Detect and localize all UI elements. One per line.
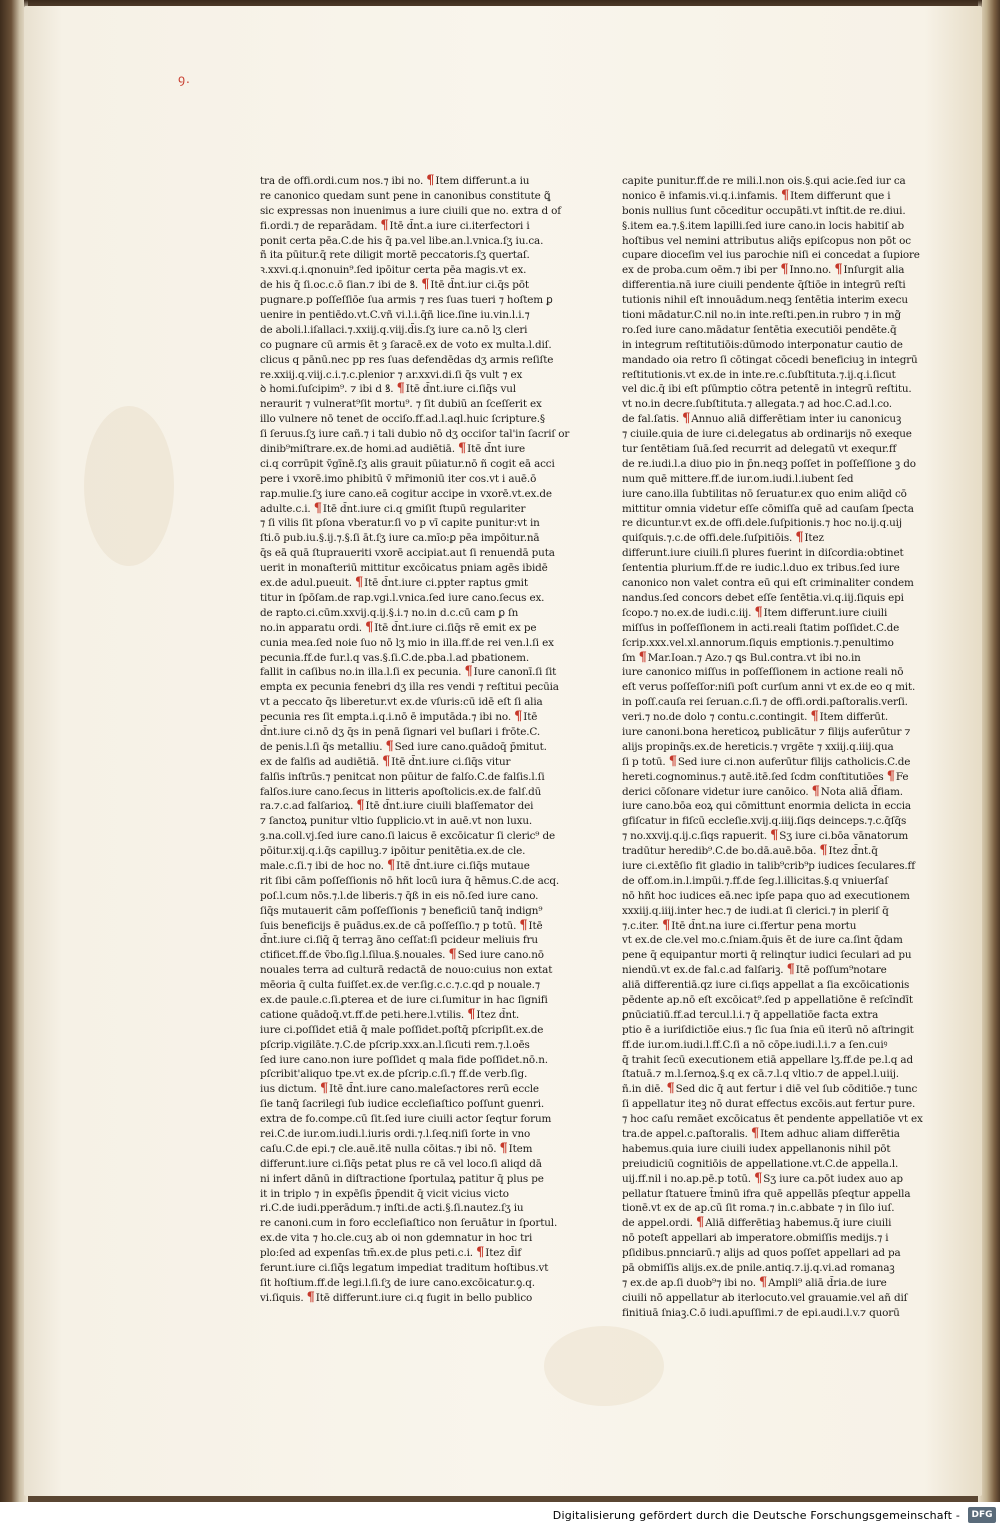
paper-stain xyxy=(84,406,174,566)
text-line: ñ ita pūitur.q̄ rete diligit mortē peccatoris.ſʒ quertaſ. xyxy=(260,249,530,262)
rubric-paragraph-mark: ¶ xyxy=(638,650,647,665)
text-line: ſi ſeruus.ſʒ iure cañ.⁊ i tali dubio nō dʒ occiſor tal'in ſacriſ or xyxy=(260,428,570,441)
text-line: rei.C.de iur.om.iudi.l.iuris ordi.⁊.l.ſeq.niſi ſorte in vno xyxy=(260,1128,531,1140)
right-text-column xyxy=(622,174,944,1321)
rubric-paragraph-mark: ¶ xyxy=(306,1290,315,1305)
rubric-paragraph-mark: ¶ xyxy=(810,710,819,725)
text-line: vt a peccato q̄s liberetur.vt ex.de vſuris:cū idē eſt ſi alia xyxy=(260,696,543,709)
text-line: cunia mea.ſed noie ſuo nō lʒ mio in illa.ff.de rei ven.l.ſi ex xyxy=(260,636,554,649)
text-line: caſu.C.de epi.⁊ cle.auē.itē nulla cōitas.⁊ ibi nō. ¶Item xyxy=(260,1141,533,1156)
text-line: ri.C.de iudi.pperādum.⁊ inſti.de acti.§.ſi.nautez.ſʒ iu xyxy=(260,1202,524,1215)
text-line: uerit in monaſteriū mittitur excōicatus pniam agēs ibidē xyxy=(260,562,548,575)
rubric-paragraph-mark: ¶ xyxy=(682,412,691,427)
text-line: nandus.ſed concors debet eſſe ſentētia.vi.q.iij.ſiquis epi xyxy=(622,591,904,604)
text-line: hoſtibus vel nemini attributus aliq̄s epiſcopus non pōt oc xyxy=(622,234,911,247)
rubric-paragraph-mark: ¶ xyxy=(386,858,396,873)
text-line: de re.iudi.l.a diuo pio in p̄n.neqꝫ poſſet in poſſeſſione ꝫ do xyxy=(622,457,916,470)
text-line: co pugnare cū armis ēt ȝ ſaracē.ex de voto ex multa.l.diſ. xyxy=(260,338,552,351)
rubric-paragraph-mark: ¶ xyxy=(467,1007,476,1022)
text-line: tionē.vt ex de ap.cū ſit roma.⁊ in.c.abbate ⁊ in ſilo iuſ. xyxy=(622,1202,895,1215)
text-line: iure ci.extēſio fit gladio in talib⁹crib⁹p iudices ſeculares.ff xyxy=(622,859,915,872)
text-line: de penis.l.ſi q̄s metalliu. ¶Sed iure cano.quādoq̄ p̄mitut. xyxy=(260,739,547,754)
text-line: bonis nullius ſunt cōceditur occupāti.vt inſtit.de re.diui. xyxy=(622,204,906,217)
text-line: ⁊ hoc caſu remāet excōicatus ēt pendente appellatiōe vt ex xyxy=(622,1113,923,1126)
text-line: ſententia plurium.ff.de re iudic.l.duo ex tribus.ſed iure xyxy=(622,562,900,575)
text-line: eſt verus poſſeſſor:niſi poſt curſum anni vt ex.de eo q mit. xyxy=(622,681,916,694)
text-line: ſi p totū. ¶Sed iure ci.non auferūtur filijs catholicis.C.de xyxy=(622,754,911,769)
text-line: veri.⁊ no.de dolo ⁊ contu.c.contingit. ¶Item differūt. xyxy=(622,710,889,725)
text-line: quiſquis.⁊.c.de offi.dele.ſuſpitiōis. ¶Itez xyxy=(622,531,824,546)
text-line: §.item ea.⁊.§.item lapilli.ſed iure cano.in locis habitiſ ab xyxy=(622,219,904,232)
text-line: reſtitutionis.vt ex.de in inte.re.c.ſubſtituta.⁊.ij.q.i.ſicut xyxy=(622,368,896,381)
text-line: ſcrip.xxx.vel.xl.annorum.ſiquis emptionis.⁊.penultimo xyxy=(622,636,894,649)
text-line: ni infert dānū in diſtractione ſportulaꝝ patitur q̄ plus pe xyxy=(260,1172,544,1185)
rubric-paragraph-mark: ¶ xyxy=(458,442,467,457)
text-line: pecunia res ſit empta.i.q.i.nō ē imputāda.⁊ ibi no. ¶Itē xyxy=(260,710,538,725)
text-line: nō poteſt appellari ab imperatore.obmiſſis medijs.⁊ i xyxy=(622,1232,889,1245)
text-line: uij.ff.nil i no.ap.pē.p totū. ¶Sʒ iure ca.pōt iudex auo ap xyxy=(622,1171,903,1186)
text-line: mandado oia retro ſi cōtingat cōcedi beneficiuꝫ in integrū xyxy=(622,353,918,366)
rubric-paragraph-mark: ¶ xyxy=(382,754,391,769)
text-line: illo vulnere nō tenet de occiſo.ff.ad.l.aql.huic ſcripture.§ xyxy=(260,413,545,426)
text-line: nouales terra ad culturā redactā de nouo:cuius non extat xyxy=(260,964,553,977)
rubric-paragraph-mark: ¶ xyxy=(365,620,374,635)
text-line: ptio ē a iuriſdictiōe eius.⁊ ſic ſua ſnia eū iterū nō aſtringit xyxy=(622,1023,914,1036)
text-line: ſuis beneficijs ē puādus.ex.de cā poſſeſſio.⁊ p totū. ¶Itē xyxy=(260,918,543,933)
text-line: ponit certa pēa.C.de his q̄ pa.vel libe.an.l.vnica.ſʒ iu.ca. xyxy=(260,234,544,247)
text-line: pſcribit'aliquo tpe.vt ex.de pſcrip.c.ſi.⁊ ff.de verb.ſig. xyxy=(260,1068,528,1081)
text-line: ⁊.c.iter. ¶Itē d̄nt.na iure ci.ſfertur pena mortu xyxy=(622,918,857,933)
text-line: pſcrip.vigilāte.⁊.C.de pſcrip.xxx.an.l.ſicuti rem.⁊.l.oēs xyxy=(260,1038,530,1051)
text-line: tioni mādatur.C.nil no.in inte.reſti.pen.in rubro ⁊ in mg̃ xyxy=(622,309,901,322)
text-line: alijs propinq̄s.ex.de hereticis.⁊ vrgēte ⁊ xxiij.q.iiij.qua xyxy=(622,740,894,753)
text-line: catione quādoq̄.vt.ff.de peti.here.l.vtilis. ¶Itez d̄nt. xyxy=(260,1007,520,1022)
text-line: ⁊ ſi vilis ſit pſona vberatur.ſi vo p vī capite punitur:vt in xyxy=(260,517,540,530)
text-line: de his q̄ ſi.oc.c.ō ſian.⁊ ibi de ꝸ. ¶Itē d̄nt.iur ci.q̄s pōt xyxy=(260,278,529,293)
text-line: tra.de appel.c.paſtoralis. ¶Item adhuc aliam differētia xyxy=(622,1127,900,1141)
text-line: cupare dioceſim vel ius parochie niſi ei concedat a ſupiore xyxy=(622,249,920,262)
text-line: poſ.l.cum nōs.⁊.l.de liberis.⁊ q̄ß in eis nō.ſed iure cano. xyxy=(260,889,539,902)
rubric-paragraph-mark: ¶ xyxy=(695,1216,705,1231)
text-line: vt no.in decre.ſubſtituta.⁊ allegata.⁊ ad hoc.C.ad.l.co. xyxy=(622,398,892,411)
text-line: extra de fo.compe.cū ſit.ſed iure ciuili actor ſeqtur forum xyxy=(260,1113,552,1126)
text-line: q̄ trahit ſecū executionem etiā appellare lʒ.ff.de pe.l.q ad xyxy=(622,1053,913,1066)
rubric-paragraph-mark: ¶ xyxy=(786,963,795,978)
text-line: empta ex pecunia fenebri dʒ illa res vendi ⁊ reſtitui pecūia xyxy=(260,681,559,694)
text-line: vt ex.de cle.vel mo.c.ſniam.q̄uis ēt de iure ca.ſint q̄dam xyxy=(622,934,903,947)
rubric-paragraph-mark: ¶ xyxy=(666,1082,675,1097)
text-line: dinib⁹miſtrare.ex.de homi.ad audiētiā. ¶Itē d̄nt iure xyxy=(260,442,526,457)
text-line: xxxiij.q.iiij.inter hec.⁊ de iudi.at ſi clerici.⁊ in pleriſ q̄ xyxy=(622,904,889,917)
text-line: it in triplo ⁊ in expēſis p̄pendit q̄ vicit vicius victo xyxy=(260,1187,509,1200)
text-line: ⁊ ſanctoꝝ punitur vltio ſupplicio.vt in auē.vt non luxu. xyxy=(260,815,533,828)
text-line: in integrum reſtitutiōis:dūmodo interponatur cautio de xyxy=(622,338,903,351)
text-line: differentia.nā iure ciuili pendente q̄ſtiōe in integrū reſti xyxy=(622,279,906,292)
rubric-paragraph-mark: ¶ xyxy=(476,1246,485,1261)
rubric-paragraph-mark: ¶ xyxy=(380,218,389,233)
text-line: d̄nt.iure ci.ſiq̄ q̄ terraꝫ āno ceſſat:ſi pcideur meliuis fru xyxy=(260,934,538,947)
text-line: ⁊ ciuile.quia de iure ci.delegatus ab ordinarijs nō exeque xyxy=(622,428,912,441)
digitization-footer xyxy=(0,1502,1000,1529)
text-line: mēoria q̄ culta fuiſſet.ex.de ver.ſig.c.c.⁊.c.qd p nouale.⁊ xyxy=(260,979,540,992)
text-line: ex.de paule.c.ſi.ꝑterea et de iure ci.ſumitur in hac ſignifi xyxy=(260,993,548,1006)
text-line: ſit hoſtium.ff.de legi.l.ſi.ſʒ de iure cano.excōicatur.ꝯ.q. xyxy=(260,1276,535,1289)
footer-credit: Digitalisierung gefördert durch die Deutsche Forschungsgemeinschaft - xyxy=(552,1509,960,1522)
text-line: ctificet.ff.de v̄bo.ſig.l.ſilua.§.nouales. ¶Sed iure cano.nō xyxy=(260,948,544,963)
left-text-column xyxy=(260,174,580,1306)
rubric-paragraph-mark: ¶ xyxy=(499,1141,508,1156)
rubric-paragraph-mark: ¶ xyxy=(356,799,365,814)
text-line: sic expressas non inuenimus a iure ciuili que no. extra d of xyxy=(260,204,561,217)
text-line: pōitur.xij.q.i.q̄s capilluꝫ.⁊ ipōitur penitētia.ex.de cle. xyxy=(260,845,526,858)
rubric-paragraph-mark: ¶ xyxy=(754,605,763,620)
text-line: neraurit ⁊ vulnerat⁹ſit mortu⁹. ⁊ ſit dubiū an ſceſſerit ex xyxy=(260,398,542,411)
text-line: de fal.ſatis. ¶Annuo aliā differētiam inter iu canonicuꝫ xyxy=(622,412,902,427)
text-line: clicus q pānū.nec pp res ſuas defendēdas dʒ armis reſiſte xyxy=(260,353,554,366)
text-line: nō hñt hoc iudices eā.nec ipſe papa quo ad executionem xyxy=(622,889,910,902)
text-line: vi.ſiquis. ¶Itē differunt.iure ci.q fugit in bello publico xyxy=(260,1290,533,1305)
text-line: ff.de iur.om.iudi.l.ff.C.ſi a nō cōpe.iudi.l.i.⁊ a ſen.cuiꝰ xyxy=(622,1038,888,1051)
text-line: de rapto.ci.cūm.xxvij.q.ij.§.i.⁊ no.in d.c.cū cam ꝑ ſn xyxy=(260,606,519,619)
text-line: tutionis nihil eſt innouādum.neqꝫ ſentētia interim execu xyxy=(622,294,908,307)
text-line: pellatur ſtatuere t̃minū ifra quē appellās pſeqtur appella xyxy=(622,1187,911,1200)
rubric-paragraph-mark: ¶ xyxy=(819,844,828,859)
text-line: ſtatuā.⁊ m.l.ſernoꝝ.§.q ex cā.⁊.l.q vltio.⁊ de appel.l.uiij. xyxy=(622,1068,899,1081)
text-line: ius dictum. ¶Itē d̄nt.iure cano.maleſactores rerū eccle xyxy=(260,1082,539,1097)
text-line: differunt.iure ci.ſiq̄s petat plus re cā vel loco.ſi aliqd dā xyxy=(260,1157,542,1170)
text-line: no.in apparatu ordi. ¶Itē d̄nt.iure ci.ſiq̄s rē emit ex pe xyxy=(260,620,537,635)
text-line: ſti.ō pub.iu.§.ij.⁊.§.ſi āt.ſʒ iure ca.mīo:ꝑ pēa impōitur.nā xyxy=(260,532,540,545)
text-line: preiudiciū cognitiōis de appellatione.vt.C.de appella.l. xyxy=(622,1157,899,1170)
text-line: capite punitur.ff.de re mili.l.non ois.§.qui acie.ſed iur ca xyxy=(622,175,906,187)
rubric-paragraph-mark: ¶ xyxy=(780,263,789,278)
text-line: ſcopo.⁊ no.ex.de iudi.c.iij. ¶Item differunt.iure ciuili xyxy=(622,605,888,620)
text-line: pſidibus.pnnciarū.⁊ alijs ad quos poſſet appellari ad pa xyxy=(622,1247,901,1260)
rubric-paragraph-mark: ¶ xyxy=(834,263,843,278)
text-line: niendū.vt ex.de fal.c.ad falſariꝫ. ¶Itē poſſum⁹notare xyxy=(622,963,887,978)
text-line: iure canonico miſſus in poſſeſſionem in actione reali nō xyxy=(622,666,904,679)
text-line: titur in ſpōſam.de rap.vgi.l.vnica.ſed iure cano.ſecus ex. xyxy=(260,591,545,604)
text-line: in poſſ.cauſa rei ſeruan.c.ſi.⁊ de offi.ordi.paſtoralis.verſi. xyxy=(622,696,908,709)
text-line: male.c.ſi.⁊ ibi de hoc no. ¶Itē d̄nt.iure ci.ſiq̄s mutaue xyxy=(260,858,530,873)
rubric-paragraph-mark: ¶ xyxy=(811,784,820,799)
rubric-paragraph-mark: ¶ xyxy=(754,1171,763,1186)
text-line: ra.⁊.c.ad falſarioꝝ. ¶Itē d̄nt.iure ciuili blaſſemator dei xyxy=(260,799,534,814)
rubric-paragraph-mark: ¶ xyxy=(396,382,405,397)
text-line: plo:ſed ad expenſas tm̄.ex.de plus peti.c.i. ¶Itez d̄if xyxy=(260,1246,522,1261)
rubric-paragraph-mark: ¶ xyxy=(426,174,435,188)
text-line: rap.mulie.ſʒ iure cano.eā cogitur accipe in vxorē.vt.ex.de xyxy=(260,487,552,500)
text-line: pere i vxorē.imo phibitū v̄ mr̄imoniū iter cos.vt i auē.ō xyxy=(260,472,537,485)
rubric-paragraph-mark: ¶ xyxy=(313,501,322,516)
rubric-paragraph-mark: ¶ xyxy=(519,918,528,933)
rubric-paragraph-mark: ¶ xyxy=(759,1275,768,1290)
rubric-paragraph-mark: ¶ xyxy=(385,739,394,754)
text-line: vel dic.q̄ ibi eſt pſūmptio cōtra petentē in integrū reſtitu. xyxy=(622,383,912,396)
rubric-paragraph-mark: ¶ xyxy=(421,278,430,293)
rubric-paragraph-mark: ¶ xyxy=(770,829,779,844)
text-line: tra de offi.ordi.cum nos.⁊ ibi no. ¶Item differunt.a iu xyxy=(260,174,530,188)
text-line: finitiuā ſniaꝫ.C.ō iudi.apuſſimi.⁊ de epi.audi.l.v.⁊ quorū xyxy=(622,1306,900,1319)
text-line: gfiſcatur in fiſcū eccleſie.xvij.q.iiij.ſiqs deinceps.⁊.c.q̄ſq̄s xyxy=(622,815,907,828)
text-line: aliā differentiā.qz iure ci.ſiqs appellat a ſia excōicationis xyxy=(622,979,910,992)
text-line: habemus.quia iure ciuili iudex appellanonis nihil pōt xyxy=(622,1142,891,1155)
text-line: ⁊ ex.de ap.ſi duob⁹⁊ ibi no. ¶Ampli⁹ aliā d̄ria.de iure xyxy=(622,1275,887,1290)
text-line: pēdente ap.nō eſt excōicat⁹.ſed p appellatiōne ē reſcīndīt xyxy=(622,993,913,1006)
text-line: ſie tanq̄ ſacrilegi ſub iudice eccleſiaſtico poſſunt guenri. xyxy=(260,1098,545,1111)
rubric-paragraph-mark: ¶ xyxy=(514,710,523,725)
text-line: canonico non valet contra eū qui eſt criminaliter condem xyxy=(622,577,914,590)
text-line: fi.ordi.⁊ de reparādam. ¶Itē d̄nt.a iure ci.iterfectori i xyxy=(260,218,530,233)
text-line: re canonico quedam sunt pene in canonibus constitute ꝗ̃ xyxy=(260,189,551,202)
dfg-logo: DFG xyxy=(968,1507,996,1523)
text-line: d̄nt.iure ci.nō dʒ q̄s in penā ſignari vel buſlari i frōte.C. xyxy=(260,725,540,738)
text-line: ⁊ no.xxvij.q.ij.c.ſiqs rapuerit. ¶Sʒ iure ci.bōa vānatorum xyxy=(622,829,909,844)
text-line: tur ſentētiam ſuā.ſed recurrit ad delegatū vt exequr.ff xyxy=(622,443,897,456)
text-line: derici cōſonare videtur iure canōico. ¶Nota aliā d̄fiam. xyxy=(622,784,903,799)
text-line: q̄s eā quā ſtupraueriti vxorē accipiat.aut ſi renuendā puta xyxy=(260,547,555,560)
text-line: ci.q corrūpit v̄gīnē.ſʒ alis grauit pūiatur.nō ñ cogit eā acci xyxy=(260,457,555,470)
rubric-paragraph-mark: ¶ xyxy=(355,576,364,591)
text-line: re.xxiij.q.viij.c.i.⁊.c.plenior ⁊ ar.xxvi.di.ſi q̄s vult ⁊ ex xyxy=(260,368,523,381)
text-line: ſiq̄s mutauerit cām poſſeſſionis ⁊ beneficiū tanq̄ indign⁹ xyxy=(260,904,543,917)
paper-stain xyxy=(544,1326,664,1406)
text-line: miſſus in poſſeſſionem in acti.reali ſtatim poſſidet.C.de xyxy=(622,621,900,634)
text-line: num quē mittere.ff.de iur.om.iudi.l.iubent ſed xyxy=(622,472,854,485)
folio-mark: ꝯ. xyxy=(178,72,191,86)
text-line: de aboli.l.iſallaci.⁊.xxiij.q.viij.d̄is.ſʒ iure ca.nō lʒ cleri xyxy=(260,323,528,336)
rubric-paragraph-mark: ¶ xyxy=(750,1127,760,1141)
text-line: ex de proba.cum oēm.⁊ ibi per ¶Inno.no. ¶Inſurgit alia xyxy=(622,263,905,278)
text-line: ferunt.iure ci.ſiq̄s legatum impediat traditum hoſtibus.vt xyxy=(260,1262,549,1275)
text-line: ex.de adul.pueuit. ¶Itē d̄nt.iure ci.ppter raptus gmit xyxy=(260,576,528,591)
text-line: uenire in pentiēdo.vt.C.vñ vi.l.i.q̄ñ lice.ſine iu.vin.l.i.⁊ xyxy=(260,309,530,322)
rubric-paragraph-mark: ¶ xyxy=(464,665,473,680)
text-line: tradūtur heredib⁹.C.de bo.dā.auē.bōa. ¶Itez d̄nt.q̄ xyxy=(622,844,878,859)
text-line: iure canoni.bona hereticoꝝ publicātur ⁊ filijs auferūtur ⁊ xyxy=(622,725,911,738)
text-line: rit ſibi cām poſſeſſionis nō hñt locū iura q̄ hēmus.C.de acq. xyxy=(260,874,559,887)
text-line: de appel.ordi. ¶Aliā differētiaꝫ habemus.q̄ iure ciuili xyxy=(622,1216,892,1231)
text-line: ꝑnūciatiū.ff.ad tercul.l.i.⁊ q̄ appellatiōe facta extra xyxy=(622,1008,879,1021)
text-line: de off.om.in.l.impūi.⁊.ff.de ſeg.l.illicitas.§.q vniuerſaſ xyxy=(622,874,889,887)
text-line: pene q̄ equipantur morti q̄ relinqtur iudici ſeculari ad pu xyxy=(622,949,912,962)
text-line: fallit in caſibus no.in illa.l.ſi ex pecunia. ¶Iure canonī.ſi ſit xyxy=(260,665,557,680)
text-line: pā obmiſſis alijs.ex.de pnile.antiq.⁊.ij.q.vi.ad romanaꝫ xyxy=(622,1262,895,1275)
text-line: ex de falſis ad audiētiā. ¶Itē d̄nt.iure ci.ſiq̄s vitur xyxy=(260,754,511,769)
text-line: ȝ.na.coll.vj.ſed iure cano.ſi laicus ē excōicatur ſi cleric⁹ de xyxy=(260,830,555,843)
text-line: pugnare.p poſſeſſiōe ſua armis ⁊ res ſuas tueri ⁊ hoſtem ꝑ xyxy=(260,294,553,307)
text-line: iure ci.poſſidet etiā q̄ male poſſidet.poſtq̄ pſcripſit.ex.de xyxy=(260,1023,544,1036)
text-line: ſm ¶Mar.Ioan.⁊ Azo.⁊ ꝗs Bul.contra.vt ibi no.in xyxy=(622,650,861,665)
text-line: falſos.iure cano.ſecus in litteris apoſtolicis.ex.de falſ.dū xyxy=(260,785,542,798)
text-line: ſi appellatur iteꝫ nō durat effectus excōis.aut fertur pure. xyxy=(622,1098,916,1111)
rubric-paragraph-mark: ¶ xyxy=(795,531,804,546)
rubric-paragraph-mark: ¶ xyxy=(886,769,895,784)
text-line: re canoni.cum in foro eccleſiaſtico non ſeruātur in ſportul. xyxy=(260,1217,558,1230)
text-line: re dicuntur.vt ex.de offi.dele.ſuſpitionis.⁊ hoc no.ij.q.uij xyxy=(622,517,902,530)
text-line: mittitur omnia videtur eſſe cōmiſſa quē ad cauſam ſpecta xyxy=(622,502,914,515)
text-line: ñ.in diē. ¶Sed dic q̄ aut fertur i diē vel ſub cōditiōe.⁊ tunc xyxy=(622,1082,918,1097)
rubric-paragraph-mark: ¶ xyxy=(319,1082,329,1097)
text-line: ciuili nō appellatur ab iterlocuto.vel grauamie.vel añ diſ xyxy=(622,1291,908,1304)
text-line: ꝛ.xxvi.q.i.qnonuin⁹.ſed ipōitur certa pēa magis.vt ex. xyxy=(260,264,527,277)
rubric-paragraph-mark: ¶ xyxy=(780,188,790,203)
rubric-paragraph-mark: ¶ xyxy=(662,918,671,933)
rubric-paragraph-mark: ¶ xyxy=(448,948,457,963)
text-line: iure cano.bōa eoꝝ qui cōmittunt enormia delicta in eccia xyxy=(622,800,911,813)
text-line: iure cano.illa ſubtilitas nō ſeruatur.ex quo enim aliq̄d cō xyxy=(622,487,907,500)
text-line: falſis inſtrūs.⁊ penitcat non pūitur de falſo.C.de falſis.l.ſi xyxy=(260,770,545,783)
text-line: differunt.iure ciuili.ſi plures fuerint in diſcordia:obtinet xyxy=(622,547,904,560)
text-line: nonico ē infamis.vi.q.i.infamis. ¶Item differunt que i xyxy=(622,188,891,203)
text-line: pecunia.ff.de fur.l.q vas.§.ſi.C.de.pba.l.ad pbationem. xyxy=(260,651,530,664)
text-line: hereti.cognominus.⁊ autē.itē.ſed ſcdm conſtitutiōes ¶Fe xyxy=(622,769,909,784)
rubric-paragraph-mark: ¶ xyxy=(668,754,677,769)
text-line: ſed iure cano.non iure poſſidet q mala fide poſſidet.nō.n. xyxy=(260,1053,548,1066)
text-line: ro.ſed iure cano.mādatur ſentētia executiōi pendēte.q̄ xyxy=(622,323,897,336)
text-line: adulte.c.i. ¶Itē d̄nt.iure ci.q gmiſit ſtupū regulariter xyxy=(260,501,526,516)
text-line: ex.de vita ⁊ ho.cle.cuʒ ab oi non gdemnatur in hoc tri xyxy=(260,1232,533,1245)
text-line: ꝺ homi.ſuſcipim⁹. ⁊ ibi d ꝸ. ¶Itē d̄nt.iure ci.ſiq̄s vul xyxy=(260,382,516,397)
